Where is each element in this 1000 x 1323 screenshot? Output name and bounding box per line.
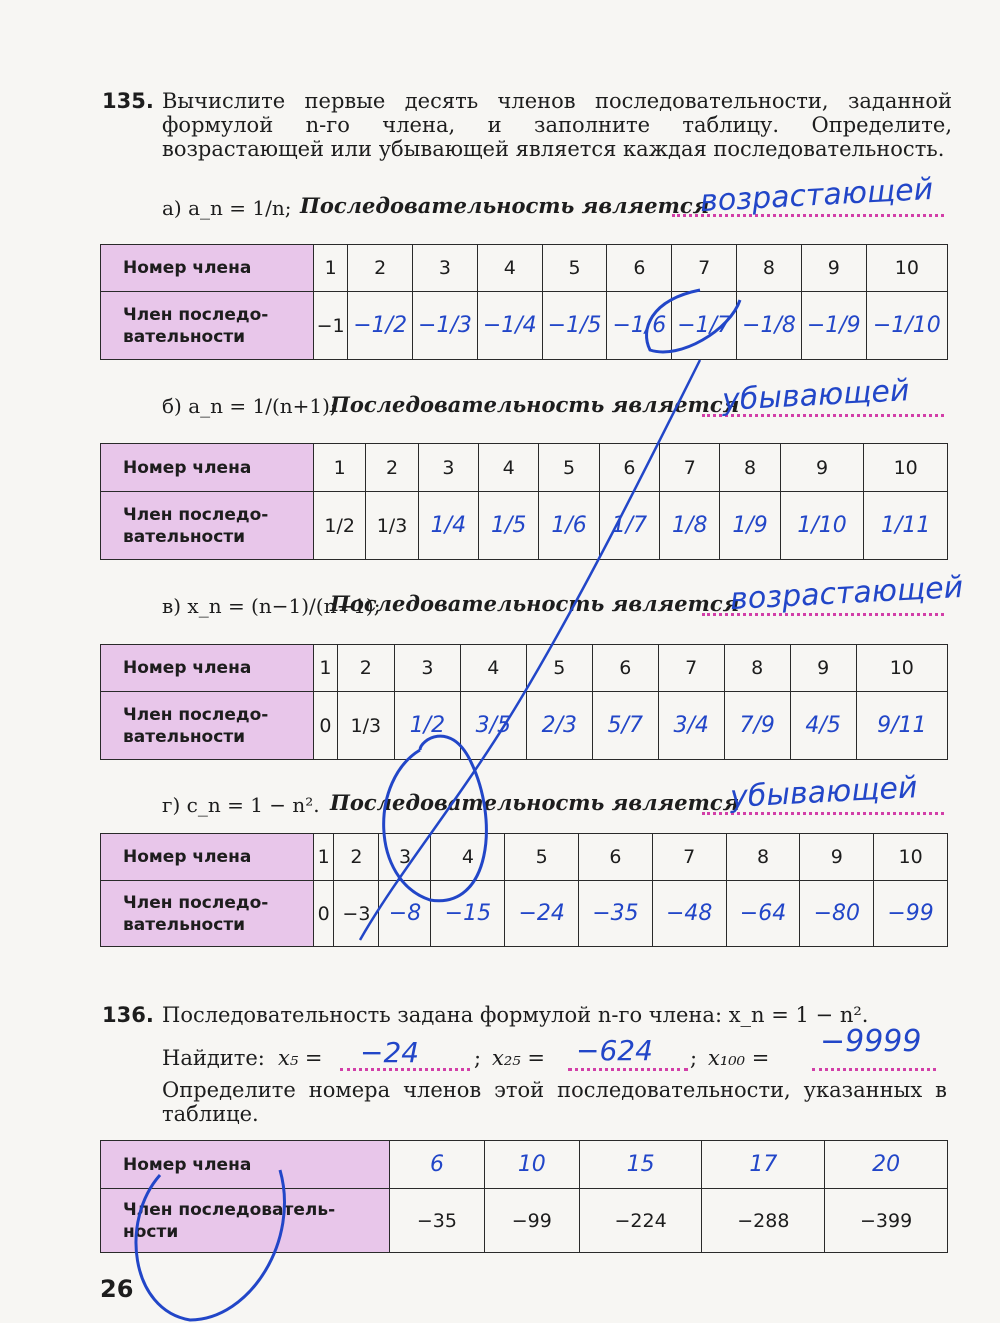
col-1: 1 — [314, 245, 348, 292]
term-number: 20 — [825, 1141, 948, 1189]
col-6: 6 — [592, 645, 658, 692]
x100-answer: −9999 — [820, 1024, 922, 1059]
table-b-header-label: Номер члена — [101, 444, 314, 492]
task-v-letter: в) — [162, 594, 182, 618]
task-g-letter: г) — [162, 793, 181, 817]
problem-136-number: 136. — [102, 1003, 154, 1027]
table-v-header-label: Номер члена — [101, 645, 314, 692]
table-v — [100, 644, 948, 760]
task-b-formula — [162, 394, 337, 418]
task-v-formula-text: x_n = (n−1)/(n+1); — [187, 594, 381, 618]
task-g-formula-text: c_n = 1 − n². — [186, 793, 320, 817]
x25-answer: −624 — [576, 1034, 653, 1067]
g-value: −24 — [505, 881, 579, 947]
g-value: −80 — [800, 881, 874, 947]
x5-label: x₅ = — [278, 1046, 323, 1070]
task-b-seq-label: Последовательность является — [330, 392, 740, 417]
v-value: 3/5 — [460, 692, 526, 760]
col-9: 9 — [790, 645, 856, 692]
term-value: −288 — [702, 1189, 825, 1253]
b-value: 1/3 — [366, 492, 418, 560]
task-b-formula-text: a_n = 1/(n+1); — [188, 394, 337, 418]
table-g-value-label: Член последо- вательности — [101, 881, 314, 947]
g-value: −64 — [726, 881, 800, 947]
find-label: Найдите: — [162, 1046, 265, 1070]
table-136-header-label: Номер члена — [101, 1141, 390, 1189]
task-v-seq-label: Последовательность является — [330, 591, 740, 616]
g-value: −3 — [334, 881, 379, 947]
g-value: 0 — [314, 881, 334, 947]
col-1: 1 — [314, 645, 338, 692]
task-g-answer: убывающей — [729, 770, 919, 815]
col-8: 8 — [726, 834, 800, 881]
col-2: 2 — [334, 834, 379, 881]
v-value: 9/11 — [856, 692, 947, 760]
x5-answer: −24 — [360, 1036, 420, 1069]
table-v-value-label: Член последо- вательности — [101, 692, 314, 760]
col-1: 1 — [314, 444, 366, 492]
task-a-answer: возрастающей — [699, 171, 934, 220]
col-5: 5 — [542, 245, 607, 292]
a-value: −1/5 — [542, 292, 607, 360]
b-value: 1/9 — [720, 492, 780, 560]
b-value: 1/8 — [660, 492, 720, 560]
col-7: 7 — [658, 645, 724, 692]
a-value: −1/7 — [672, 292, 737, 360]
problem-136-line3: Определите номера членов этой последовательности, указанных в таблице. — [162, 1078, 947, 1126]
col-7: 7 — [652, 834, 726, 881]
v-value: 7/9 — [724, 692, 790, 760]
problem-136-line1: Последовательность задана формулой n-го члена: x_n = 1 − n². — [162, 1003, 869, 1027]
task-a-letter: а) — [162, 196, 182, 220]
col-10: 10 — [856, 645, 947, 692]
term-value: −99 — [484, 1189, 579, 1253]
a-value: −1/6 — [607, 292, 672, 360]
col-8: 8 — [720, 444, 780, 492]
b-value: 1/6 — [539, 492, 599, 560]
v-value: 2/3 — [526, 692, 592, 760]
term-value: −35 — [390, 1189, 485, 1253]
table-a-value-label: Член последо- вательности — [101, 292, 314, 360]
x25-label: x₂₅ = — [492, 1046, 545, 1070]
b-value: 1/10 — [780, 492, 864, 560]
term-number: 17 — [702, 1141, 825, 1189]
g-value: −48 — [652, 881, 726, 947]
a-value: −1/2 — [348, 292, 413, 360]
g-value: −35 — [579, 881, 653, 947]
b-value: 1/7 — [599, 492, 659, 560]
b-value: 1/2 — [314, 492, 366, 560]
task-b-letter: б) — [162, 394, 182, 418]
table-g-header-label: Номер члена — [101, 834, 314, 881]
col-4: 4 — [477, 245, 542, 292]
col-9: 9 — [780, 444, 864, 492]
col-4: 4 — [460, 645, 526, 692]
col-1: 1 — [314, 834, 334, 881]
col-10: 10 — [864, 444, 948, 492]
b-value: 1/4 — [418, 492, 478, 560]
task-b-answer: убывающей — [721, 373, 911, 418]
problem-135-number: 135. — [102, 89, 154, 113]
b-value: 1/11 — [864, 492, 948, 560]
col-4: 4 — [431, 834, 505, 881]
col-3: 3 — [379, 834, 431, 881]
col-2: 2 — [337, 645, 394, 692]
a-value: −1 — [314, 292, 348, 360]
col-10: 10 — [874, 834, 948, 881]
a-value: −1/8 — [737, 292, 802, 360]
v-value: 3/4 — [658, 692, 724, 760]
col-5: 5 — [505, 834, 579, 881]
page-number: 26 — [100, 1275, 134, 1303]
col-4: 4 — [479, 444, 539, 492]
table-b — [100, 443, 948, 560]
x100-label: x₁₀₀ = — [708, 1046, 770, 1070]
col-6: 6 — [599, 444, 659, 492]
problem-135-text: Вычислите первые десять членов последовательности, заданной формулой n-го члена, и заполните таблицу. Определите, возрастающей или убывающей является каждая последовательность. — [162, 89, 952, 161]
task-a-seq-label: Последовательность является — [300, 193, 710, 218]
col-2: 2 — [348, 245, 413, 292]
a-value: −1/9 — [801, 292, 866, 360]
a-value: −1/10 — [866, 292, 947, 360]
col-9: 9 — [800, 834, 874, 881]
col-6: 6 — [607, 245, 672, 292]
term-number: 6 — [390, 1141, 485, 1189]
col-3: 3 — [413, 245, 478, 292]
task-g-formula — [162, 793, 320, 817]
g-value: −15 — [431, 881, 505, 947]
task-a-formula-text: a_n = 1/n; — [188, 196, 292, 220]
task-v-answer: возрастающей — [729, 569, 964, 618]
x100-answer-line — [812, 1068, 936, 1071]
col-6: 6 — [579, 834, 653, 881]
term-number: 10 — [484, 1141, 579, 1189]
term-value: −224 — [579, 1189, 702, 1253]
col-7: 7 — [660, 444, 720, 492]
col-2: 2 — [366, 444, 418, 492]
table-b-value-label: Член последо- вательности — [101, 492, 314, 560]
term-value: −399 — [825, 1189, 948, 1253]
table-a-header-label: Номер члена — [101, 245, 314, 292]
task-g-seq-label: Последовательность является — [330, 790, 740, 815]
b-value: 1/5 — [479, 492, 539, 560]
v-value: 0 — [314, 692, 338, 760]
g-value: −8 — [379, 881, 431, 947]
col-10: 10 — [866, 245, 947, 292]
g-value: −99 — [874, 881, 948, 947]
col-9: 9 — [801, 245, 866, 292]
table-136 — [100, 1140, 948, 1253]
col-8: 8 — [737, 245, 802, 292]
table-g — [100, 833, 948, 947]
col-8: 8 — [724, 645, 790, 692]
col-5: 5 — [539, 444, 599, 492]
a-value: −1/4 — [477, 292, 542, 360]
table-136-value-label: Член последователь- ности — [101, 1189, 390, 1253]
a-value: −1/3 — [413, 292, 478, 360]
x25-answer-line — [568, 1068, 688, 1071]
term-number: 15 — [579, 1141, 702, 1189]
col-3: 3 — [394, 645, 460, 692]
task-a-formula — [162, 196, 291, 220]
v-value: 5/7 — [592, 692, 658, 760]
col-3: 3 — [418, 444, 478, 492]
table-a — [100, 244, 948, 360]
v-value: 1/2 — [394, 692, 460, 760]
v-value: 4/5 — [790, 692, 856, 760]
col-7: 7 — [672, 245, 737, 292]
col-5: 5 — [526, 645, 592, 692]
v-value: 1/3 — [337, 692, 394, 760]
